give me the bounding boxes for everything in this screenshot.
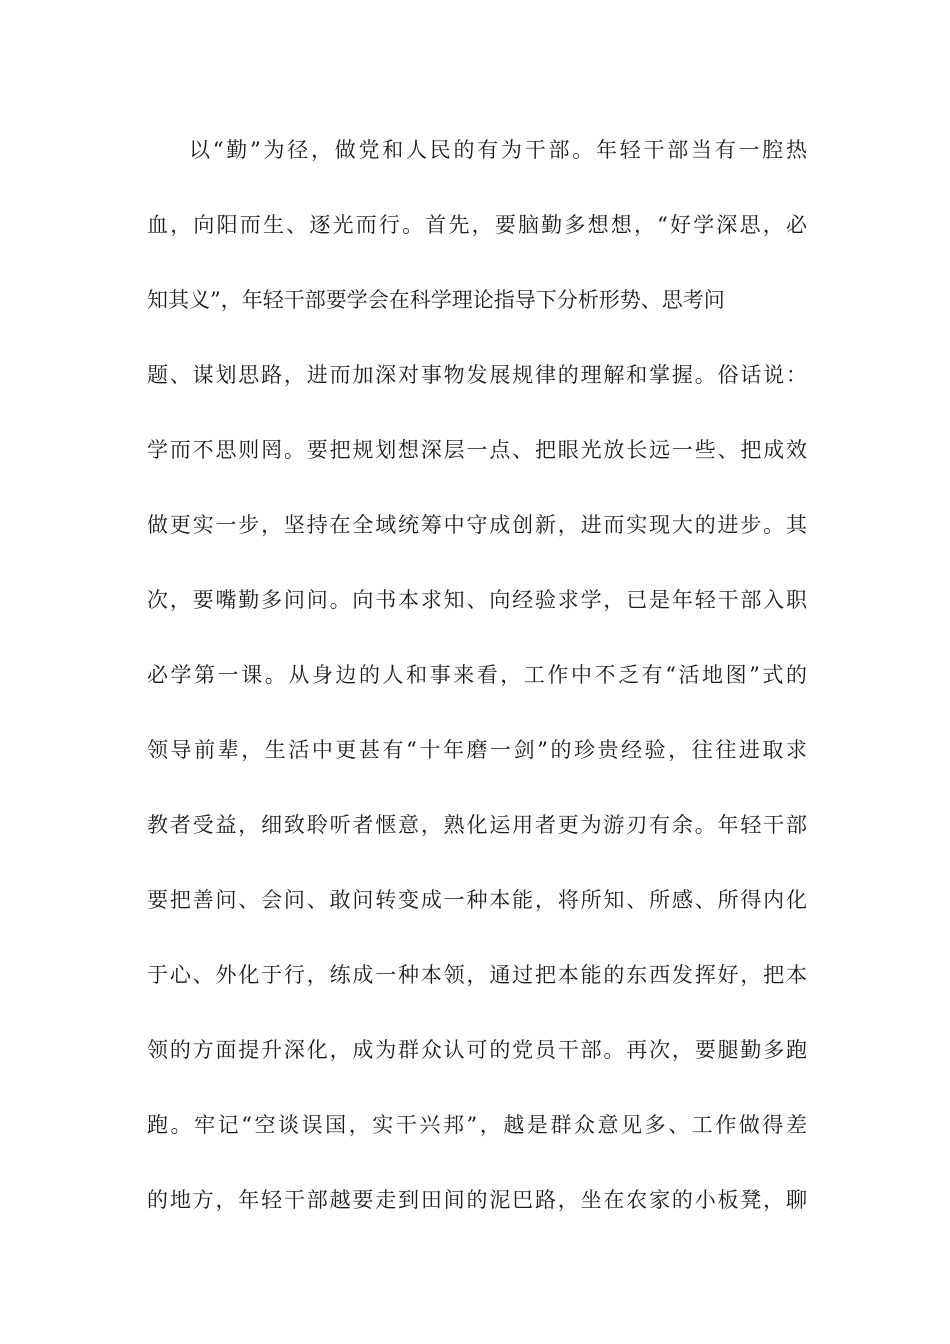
body-text bbox=[147, 130, 807, 1255]
text-line-6: 做更实一步，坚持在全域统筹中守成创新，进而实现大的进步。其 bbox=[147, 513, 807, 537]
text-line-2: 血，向阳而生、逐光而行。首先，要脑勤多想想，“好学深思，必 bbox=[147, 213, 807, 237]
text-line-11: 要把善问、会问、敢问转变成一种本能，将所知、所感、所得内化 bbox=[147, 888, 807, 912]
text-line-1: 以“勤”为径，做党和人民的有为干部。年轻干部当有一腔热 bbox=[189, 138, 807, 162]
text-line-13: 领的方面提升深化，成为群众认可的党员干部。再次，要腿勤多跑 bbox=[147, 1038, 807, 1062]
text-line-3: 知其义”，年轻干部要学会在科学理论指导下分析形势、思考问 bbox=[147, 288, 725, 312]
text-line-7: 次，要嘴勤多问问。向书本求知、向经验求学，已是年轻干部入职 bbox=[147, 588, 807, 612]
text-line-5: 学而不思则罔。要把规划想深层一点、把眼光放长远一些、把成效 bbox=[147, 438, 807, 462]
text-line-10: 教者受益，细致聆听者惬意，熟化运用者更为游刃有余。年轻干部 bbox=[147, 813, 807, 837]
text-line-15: 的地方，年轻干部越要走到田间的泥巴路，坐在农家的小板凳，聊 bbox=[147, 1188, 807, 1212]
text-line-12: 于心、外化于行，练成一种本领，通过把本能的东西发挥好，把本 bbox=[147, 963, 807, 987]
text-line-8: 必学第一课。从身边的人和事来看，工作中不乏有“活地图”式的 bbox=[147, 663, 807, 687]
text-line-9: 领导前辈，生活中更甚有“十年磨一剑”的珍贵经验，往往进取求 bbox=[147, 738, 807, 762]
text-line-14: 跑。牢记“空谈误国，实干兴邦”，越是群众意见多、工作做得差 bbox=[147, 1113, 807, 1137]
text-line-4: 题、谋划思路，进而加深对事物发展规律的理解和掌握。俗话说： bbox=[147, 363, 807, 387]
